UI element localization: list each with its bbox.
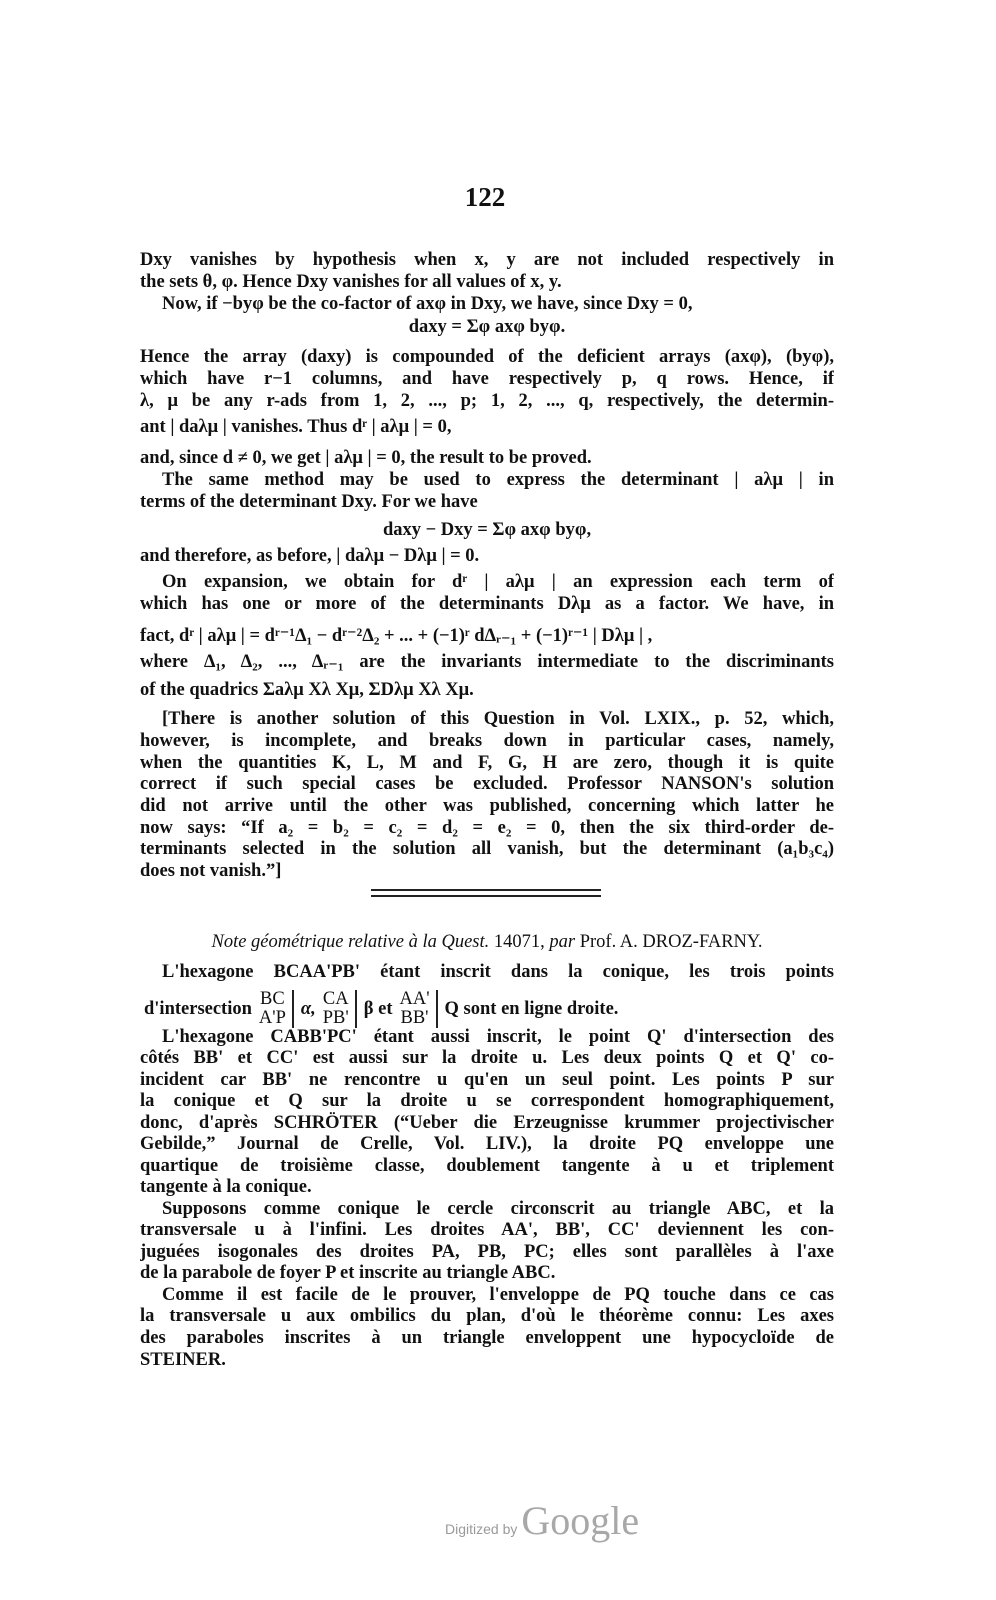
text-line: Gebilde,” Journal de Crelle, Vol. LIV.), la droite PQ enveloppe une [140,1134,834,1154]
text-line: fact, dʳ | aλμ | = dʳ⁻¹Δ₁ − dʳ⁻²Δ₂ + ... + (−1)ʳ dΔᵣ₋₁ + (−1)ʳ⁻¹ | Dλμ | , [140,626,653,646]
fraction-denominator: BB' [400,1008,429,1028]
fraction-label: Q sont en ligne droite. [444,998,619,1019]
page-number: 122 [464,182,506,212]
fraction-bc [259,990,294,1028]
note-heading [140,931,834,953]
text-line: and therefore, as before, | daλμ − Dλμ | = 0. [140,546,480,566]
text-line: [There is another solution of this Question in Vol. LXIX., p. 52, which, [162,709,834,729]
text-line: L'hexagone CABB'PC' étant aussi inscrit, le point Q' d'intersection des [162,1027,834,1047]
note-first-line: L'hexagone BCAA'PB' étant inscrit dans la conique, les trois points [162,962,834,982]
text-line: did not arrive until the other was published, concerning which latter he [140,796,834,816]
text-line: terms of the determinant Dxy. For we have [140,492,478,512]
digitized-by-google-watermark [445,1497,639,1544]
text-line: juguées isogonales des droites PA, PB, PC; elles sont parallèles à l'axe [140,1242,834,1262]
text-line: daxy = Σφ axφ byφ. [408,317,566,337]
text-line: now says: “If a₂ = b₂ = c₂ = d₂ = e₂ = 0, then the six third-order de- [140,818,834,838]
text-line: la conique et Q sur la droite u se correspondent homographiquement, [140,1091,834,1111]
fraction-numerator: BC [260,989,285,1009]
fraction-numerator: CA [322,989,349,1009]
fraction-label: α, [300,998,316,1019]
text-line: which have r−1 columns, and have respectively p, q rows. Hence, if [140,369,834,389]
text-line: incident car BB' ne rencontre u qu'en un seul point. Les points P sur [140,1070,834,1090]
section-divider [371,889,601,891]
text-line: Hence the array (daxy) is compounded of the deficient arrays (axφ), (byφ), [140,347,834,367]
intersection-prefix: d'intersection [144,998,252,1019]
text-line: which has one or more of the determinants Dλμ as a factor. We have, in [140,594,834,614]
text-line: de la parabole de foyer P et inscrite au triangle ABC. [140,1263,556,1283]
text-line: Supposons comme conique le cercle circonscrit au triangle ABC, et la [162,1199,834,1219]
google-logo: Google [521,1498,640,1543]
fraction-numerator: AA' [399,989,430,1009]
text-line: tangente à la conique. [140,1177,312,1197]
text-line: the sets θ, φ. Hence Dxy vanishes for all values of x, y. [140,272,562,292]
text-line: la transversale u aux ombilics du plan, d'où le théorème connu: Les axes [140,1306,834,1326]
text-line: donc, d'après SCHRÖTER (“Ueber die Erzeugnisse krummer projectivischer [140,1113,834,1133]
text-line: however, is incomplete, and breaks down in particular cases, namely, [140,731,834,751]
fraction-label: β et [363,998,393,1019]
text-line: ant | daλμ | vanishes. Thus dʳ | aλμ | = 0, [140,417,452,437]
note-heading-par: par [549,932,576,952]
text-line: The same method may be used to express the determinant | aλμ | in [162,470,834,490]
text-line: transversale u à l'infini. Les droites AA', BB', CC' deviennent les con- [140,1220,834,1240]
text-line: λ, μ be any r-ads from 1, 2, ..., p; 1, 2, ..., q, respectively, the determin- [140,391,834,411]
text-line: of the quadrics Σaλμ Xλ Xμ, ΣDλμ Xλ Xμ. [140,680,474,700]
note-heading-number: 14071, [489,932,550,952]
text-line: des paraboles inscrites à un triangle enveloppent une hypocycloïde de [140,1328,834,1348]
text-line: côtés BB' et CC' est aussi sur la droite u. Les deux points Q et Q' co- [140,1048,834,1068]
text-line: daxy − Dxy = Σφ axφ byφ, [382,520,592,540]
fraction-aa [399,990,437,1028]
digitized-label: Digitized by [445,1521,518,1537]
note-heading-author: Prof. A. DROZ-FARNY. [575,932,763,952]
section-divider [371,895,601,897]
text-line: STEINER. [140,1350,226,1370]
fraction-ca [323,990,357,1028]
note-heading-title: Note géométrique relative à la Quest. [211,932,490,952]
text-line: quartique de troisième classe, doublement tangente à u et triplement [140,1156,834,1176]
fraction-denominator: A'P [258,1008,286,1028]
intersection-line [144,990,618,1028]
text-line: where Δ₁, Δ₂, ..., Δᵣ₋₁ are the invariants intermediate to the discriminants [140,652,834,672]
text-line: Comme il est facile de le prouver, l'enveloppe de PQ touche dans ce cas [162,1285,834,1305]
text-line: and, since d ≠ 0, we get | aλμ | = 0, the result to be proved. [140,448,592,468]
text-line: does not vanish.”] [140,861,282,881]
text-line: On expansion, we obtain for dʳ | aλμ | an expression each term of [162,572,834,592]
text-line: correct if such special cases be excluded. Professor NANSON's solution [140,774,834,794]
text-line: Now, if −byφ be the co-factor of axφ in Dxy, we have, since Dxy = 0, [162,294,693,314]
text-line: Dxy vanishes by hypothesis when x, y are not included respectively in [140,250,834,270]
text-line: when the quantities K, L, M and F, G, H are zero, though it is quite [140,753,834,773]
text-line: terminants selected in the solution all vanish, but the determinant (a₁b₃c₄) [140,839,834,859]
fraction-denominator: PB' [322,1008,349,1028]
